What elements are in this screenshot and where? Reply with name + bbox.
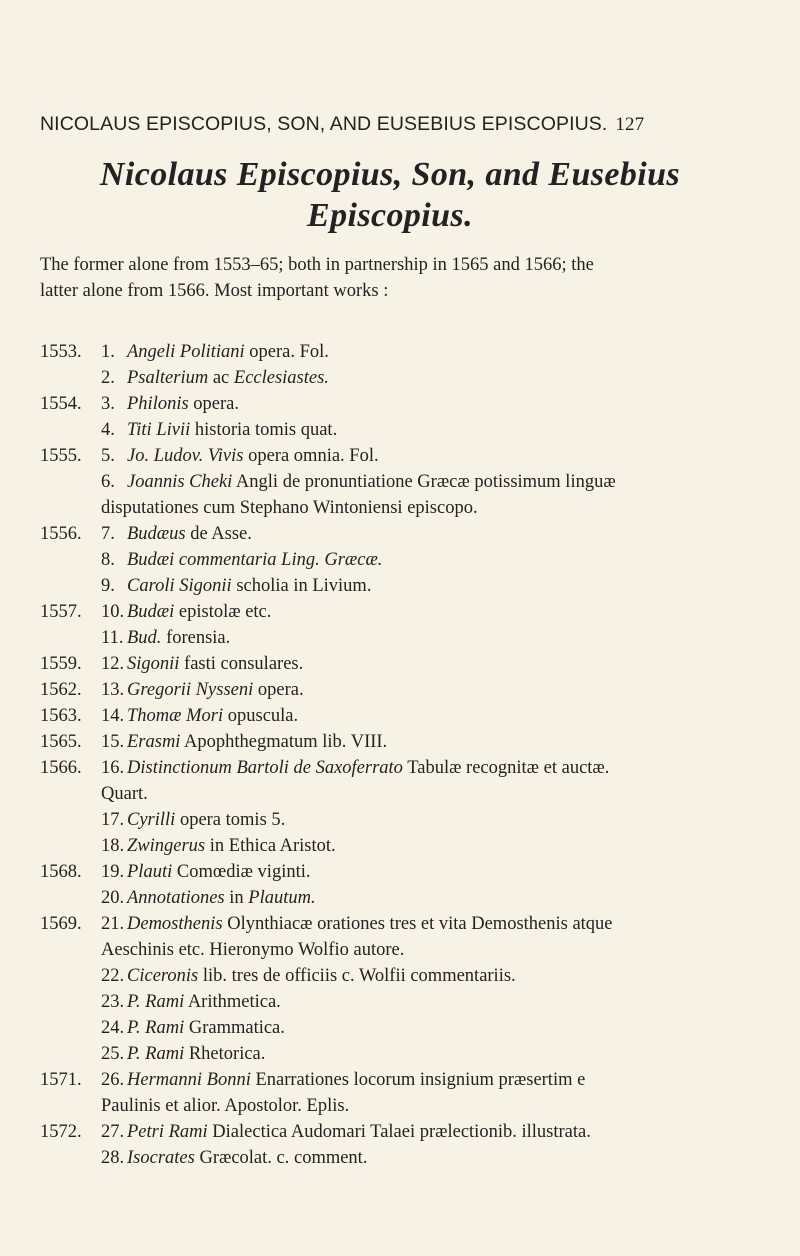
work-author-italic: Erasmi [127, 732, 181, 752]
work-description [127, 885, 749, 911]
work-text: in Ethica Aristot. [205, 836, 336, 856]
work-year: 1553. [40, 342, 82, 362]
work-continuation: Aeschinis etc. Hieronymo Wolfio autore. [101, 940, 405, 960]
work-author-italic: Joannis Cheki [127, 472, 233, 492]
work-text: opera. [188, 394, 240, 414]
work-text: Arithmetica. [184, 992, 281, 1012]
work-text: opera omnia. Fol. [243, 446, 379, 466]
work-text: Tabulæ recognitæ et auctæ. [402, 758, 610, 778]
work-description [127, 859, 749, 885]
work-author-italic: Sigonii [127, 654, 180, 674]
work-description [127, 989, 749, 1015]
work-description [127, 1145, 749, 1171]
work-number: 5. [101, 446, 115, 466]
work-text: opuscula. [223, 706, 299, 726]
work-number: 3. [101, 394, 115, 414]
work-author-italic: Thomæ Mori [127, 706, 224, 726]
work-number: 13. [101, 680, 125, 700]
work-text: opera. [253, 680, 304, 700]
work-description [127, 1067, 749, 1093]
work-number: 26. [101, 1070, 125, 1090]
work-description [127, 625, 749, 651]
work-number: 4. [101, 420, 115, 440]
work-description [127, 573, 749, 599]
work-number: 19. [101, 862, 125, 882]
work-year: 1562. [40, 680, 82, 700]
work-author-italic: Angeli Politiani [127, 342, 245, 362]
work-description [127, 417, 749, 443]
section-title-line-1: Nicolaus Episcopius, Son, and Eusebius [99, 156, 681, 193]
work-description [127, 1015, 749, 1041]
work-author-italic: Caroli Sigonii [127, 576, 232, 596]
work-year: 1566. [40, 758, 82, 778]
work-description [127, 547, 749, 573]
work-text: opera tomis 5. [175, 810, 286, 830]
running-head [40, 113, 740, 136]
work-number: 6. [101, 472, 115, 492]
work-description [127, 365, 749, 391]
work-year: 1571. [40, 1070, 82, 1090]
work-text: ac [208, 368, 234, 388]
work-number: 1. [101, 342, 115, 362]
work-number: 18. [101, 836, 125, 856]
work-number: 8. [101, 550, 115, 570]
work-number: 12. [101, 654, 125, 674]
work-number: 17. [101, 810, 125, 830]
work-text: epistolæ etc. [174, 602, 272, 622]
work-author-italic: Budæi commentaria Ling. Græcæ. [127, 550, 383, 570]
work-description [127, 521, 749, 547]
work-continuation: Paulinis et alior. Apostolor. Eplis. [101, 1096, 350, 1116]
work-number: 15. [101, 732, 125, 752]
work-author-italic: Budæus [127, 524, 186, 544]
work-continuation: Quart. [101, 784, 148, 804]
work-description [127, 807, 749, 833]
work-author-italic: Bud. [127, 628, 162, 648]
work-text: Dialectica Audomari Talaei prælectionib. illustrata. [207, 1122, 591, 1142]
work-author-italic: Budæi [127, 602, 175, 622]
work-year: 1563. [40, 706, 82, 726]
work-year: 1557. [40, 602, 82, 622]
work-number: 28. [101, 1148, 125, 1168]
work-author-italic: Jo. Ludov. Vivis [127, 446, 244, 466]
work-author-italic: Annotationes [127, 888, 225, 908]
work-author-italic: Zwingerus [127, 836, 206, 856]
work-number: 27. [101, 1122, 125, 1142]
work-year: 1555. [40, 446, 82, 466]
work-text: in [224, 888, 249, 908]
work-description [127, 833, 749, 859]
work-author-italic: Psalterium [127, 368, 209, 388]
work-description [127, 677, 749, 703]
work-description [127, 469, 749, 495]
work-year: 1569. [40, 914, 82, 934]
work-continuation: disputationes cum Stephano Wintoniensi episcopo. [101, 498, 478, 518]
work-year: 1559. [40, 654, 82, 674]
intro-line-2: latter alone from 1566. Most important works : [40, 281, 389, 301]
work-author-italic: Plauti [127, 862, 173, 882]
work-number: 16. [101, 758, 125, 778]
work-number: 23. [101, 992, 125, 1012]
work-number: 10. [101, 602, 125, 622]
work-description [127, 963, 749, 989]
work-author-italic: Gregorii Nysseni [127, 680, 254, 700]
work-number: 2. [101, 368, 115, 388]
work-text: Olynthiacæ orationes tres et vita Demosthenis atque [222, 914, 613, 934]
work-number: 9. [101, 576, 115, 596]
work-author-italic: Hermanni Bonni [127, 1070, 251, 1090]
work-description [127, 1119, 749, 1145]
work-number: 11. [101, 628, 124, 648]
running-head-text: NICOLAUS EPISCOPIUS, SON, AND EUSEBIUS EPISCOPIUS. [40, 113, 608, 135]
work-description [127, 703, 749, 729]
work-title-italic: Plautum. [248, 888, 316, 908]
work-author-italic: Philonis [127, 394, 189, 414]
work-text: de Asse. [185, 524, 252, 544]
work-author-italic: Titi Livii [127, 420, 191, 440]
work-text: scholia in Livium. [231, 576, 372, 596]
work-author-italic: P. Rami [127, 992, 185, 1012]
work-year: 1572. [40, 1122, 82, 1142]
work-author-italic: Demosthenis [127, 914, 223, 934]
work-year: 1556. [40, 524, 82, 544]
work-year: 1568. [40, 862, 82, 882]
work-description [127, 443, 749, 469]
work-text: Grammatica. [184, 1018, 285, 1038]
work-description [127, 729, 749, 755]
intro-line-1: The former alone from 1553–65; both in partnership in 1565 and 1566; the [40, 255, 594, 275]
work-author-italic: Petri Rami [127, 1122, 208, 1142]
work-description [127, 339, 749, 365]
work-number: 25. [101, 1044, 125, 1064]
work-text: historia tomis quat. [190, 420, 338, 440]
work-author-italic: Cyrilli [127, 810, 176, 830]
page-number: 127 [615, 114, 645, 135]
work-text: Apophthegmatum lib. VIII. [180, 732, 388, 752]
work-year: 1565. [40, 732, 82, 752]
work-description [127, 391, 749, 417]
work-text: fasti consulares. [179, 654, 304, 674]
work-description [127, 1041, 749, 1067]
work-number: 7. [101, 524, 115, 544]
work-number: 24. [101, 1018, 125, 1038]
work-number: 14. [101, 706, 125, 726]
work-author-italic: Ciceronis [127, 966, 199, 986]
work-text: forensia. [161, 628, 231, 648]
work-author-italic: Isocrates [127, 1148, 195, 1168]
work-number: 22. [101, 966, 125, 986]
work-description [127, 651, 749, 677]
work-description [127, 755, 749, 781]
work-text: Græcolat. c. comment. [194, 1148, 368, 1168]
work-author-italic: P. Rami [127, 1018, 185, 1038]
work-text: Enarrationes locorum insignium præsertim e [250, 1070, 586, 1090]
work-text: opera. Fol. [244, 342, 329, 362]
work-number: 21. [101, 914, 125, 934]
work-number: 20. [101, 888, 125, 908]
work-year: 1554. [40, 394, 82, 414]
work-description [127, 911, 749, 937]
work-text: Rhetorica. [184, 1044, 266, 1064]
work-title-italic: Ecclesiastes. [233, 368, 329, 388]
work-author-italic: P. Rami [127, 1044, 185, 1064]
work-text: lib. tres de officiis c. Wolfii commentariis. [198, 966, 516, 986]
work-description [127, 599, 749, 625]
work-author-italic: Distinctionum Bartoli de Saxoferrato [127, 758, 403, 778]
section-title-line-2: Episcopius. [307, 197, 473, 234]
work-text: Comœdiæ viginti. [172, 862, 311, 882]
work-text: Angli de pronuntiatione Græcæ potissimum linguæ [232, 472, 616, 492]
